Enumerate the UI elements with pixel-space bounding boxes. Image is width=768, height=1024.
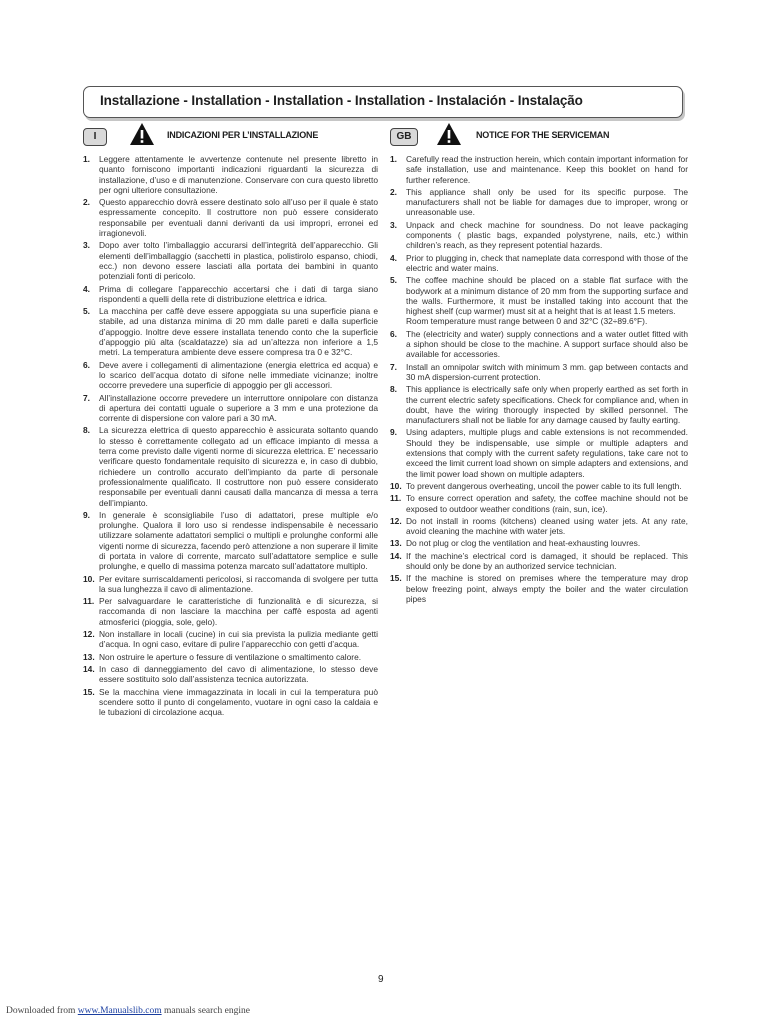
item-number: 9. — [390, 427, 397, 438]
item-text: Carefully read the instruction herein, which contain important information for safe installation, use and maintenance. Keep this booklet on hand for further reference. — [406, 154, 688, 185]
item-text: Prior to plugging in, check that nameplate data correspond with those of the electric and water mains. — [406, 252, 688, 273]
item-text: The (electricity and water) supply connections and a water outlet fitted with a siphon should be close to the machine. A support surface should also be available for accessories. — [406, 328, 688, 360]
item-text: The coffee machine should be placed on a stable flat surface with the bodywork at a minimum distance of 20 mm from the supporting surface and the walls. Furthermore, it must be installed taking into account that the highest shelf (cup warmer) must sit at a height that is at least 1.5 meters. — [406, 275, 688, 317]
item-text: To ensure correct operation and safety, the coffee machine should not be exposed to outdoor weather conditions (rain, sun, ice). — [406, 493, 688, 514]
list-item — [83, 306, 378, 357]
item-number: 5. — [83, 306, 90, 317]
english-section-header — [390, 128, 688, 150]
italian-section-header — [83, 128, 378, 150]
item-text: If the machine’s electrical cord is damaged, it should be replaced. This should only be done by an authorized service technician. — [406, 550, 688, 571]
item-number: 13. — [83, 651, 95, 662]
warning-icon — [129, 122, 155, 146]
item-number: 8. — [83, 425, 90, 436]
list-item — [390, 573, 688, 604]
item-text: If the machine is stored on premises where the temperature may drop below freezing point, always empty the boiler and the water circulation pipes — [406, 573, 688, 604]
footer-prefix: Downloaded from — [6, 1006, 78, 1016]
item-text: This appliance shall only be used for its specific purpose. The manufacturers shall not be liable for damages due to improper, wrong or unreasonable use. — [406, 186, 688, 218]
language-badge-it: I — [83, 128, 107, 146]
list-item — [390, 384, 688, 425]
item-number: 9. — [83, 509, 90, 520]
item-number: 10. — [390, 480, 402, 491]
item-text: Using adapters, multiple plugs and cable extensions is not recommended. Should they be indispensable, use simple or multiple adapters and extensions that comply with the current safety regulations, take care not to exceed the limit current load shown on simple adapters and extensions, and the limit power load shown on multiple adapters. — [406, 427, 688, 479]
list-item — [390, 253, 688, 274]
item-number: 1. — [83, 154, 90, 164]
list-item — [390, 538, 688, 548]
title-box — [83, 86, 683, 118]
item-number: 2. — [390, 186, 397, 197]
english-section — [390, 128, 688, 606]
list-item — [390, 187, 688, 218]
list-item — [83, 154, 378, 195]
italian-section-title: INDICAZIONI PER L’INSTALLAZIONE — [167, 130, 319, 140]
item-text: Non installare in locali (cucine) in cui sia prevista la pulizia mediante getti d’acqua. In ogni caso, evitare di pulire l’apparecchio con getti d’acqua. — [99, 629, 378, 650]
list-item — [83, 425, 378, 507]
item-number: 11. — [390, 493, 402, 504]
list-item — [83, 574, 378, 595]
item-number: 15. — [390, 573, 402, 584]
item-text: Per evitare surriscaldamenti pericolosi, si raccomanda di svolgere per tutta la sua lunghezza il cavo di alimentazione. — [99, 573, 378, 594]
item-number: 6. — [83, 359, 90, 370]
item-number: 15. — [83, 686, 95, 697]
list-item — [83, 360, 378, 391]
italian-list — [83, 154, 378, 717]
list-item — [83, 596, 378, 627]
list-item — [83, 197, 378, 238]
item-text: La macchina per caffè deve essere appoggiata su una superficie piana e stabile, ad una distanza minima di 20 mm dalle pareti e dalla superficie d’appoggio. Inoltre deve essere installata tenendo conto che la superficie d’appoggio più alta (scaldatazze) sia ad un’altezza non inferiore a 1,5 metri. La temperatura ambiente deve essere compresa tra 0 e 32°C. — [99, 306, 378, 358]
item-text: Do not install in rooms (kitchens) cleaned using water jets. At any rate, avoid cleaning the machine with water jets. — [406, 515, 688, 537]
item-number: 1. — [390, 154, 397, 164]
item-number: 3. — [390, 219, 397, 230]
item-number: 12. — [390, 515, 402, 526]
item-text: Questo apparecchio dovrà essere destinato solo all’uso per il quale è stato espressamente concepito. Il costruttore non può essere considerato responsabile per eventuali danni derivanti da usi impropri, erronei ed irragionevoli. — [99, 197, 378, 239]
english-list — [390, 154, 688, 604]
list-item — [390, 362, 688, 383]
language-badge-gb: GB — [390, 128, 418, 146]
item-text: Se la macchina viene immagazzinata in locali in cui la temperatura può scendere sotto il punto di congelamento, vuotare in ogni caso la caldaia e le tubazioni di circolazione acqua. — [99, 686, 378, 718]
item-note: Room temperature must range between 0 and 32°C (32÷89.6°F). — [406, 316, 648, 327]
list-item — [83, 664, 378, 685]
item-number: 11. — [83, 596, 95, 607]
item-number: 2. — [83, 197, 90, 208]
list-item — [83, 240, 378, 281]
item-text: This appliance is electrically safe only when properly earthed as set forth in the current electric safety specifications. Check for compliance and, when in doubt, have the wiring thorougly inspected by skilled personnel. The manufacturers shall not be liable for any damage caused by faulty earting. — [406, 384, 688, 426]
download-footer — [6, 1006, 250, 1016]
item-number: 8. — [390, 384, 397, 395]
item-text: Per salvaguardare le caratteristiche di funzionalità e di sicurezza, si raccomanda di non lasciare la macchina per caffè esposta ad agenti atmosferici (pioggia, sole, gelo). — [99, 596, 378, 627]
list-item — [390, 481, 688, 491]
list-item — [390, 551, 688, 572]
item-text: Leggere attentamente le avvertenze contenute nel presente libretto in quanto forniscono importanti indicazioni riguardanti la sicurezza di installazione, d’uso e di manutenzione. Conservare con cura questo libretto per ogni ulteriore consultazione. — [99, 154, 378, 195]
item-text: La sicurezza elettrica di questo apparecchio è assicurata soltanto quando lo stesso è correttamente collegato ad un efficace impianto di messa a terra come previsto dalle vigenti norme di sicurezza elettrica. E’ necessario verificare questo fondamentale requisito di sicurezza e, in caso di dubbio, richiedere un controllo accurato dell’impianto da parte di personale professionalmente qualificato. Il costruttore non può essere considerato responsabile per eventuali danni causati dalla mancanza di messa a terra dell’impianto. — [99, 425, 378, 508]
item-number: 7. — [83, 392, 90, 403]
list-item — [83, 393, 378, 424]
item-number: 4. — [83, 283, 90, 294]
item-text: Prima di collegare l’apparecchio accertarsi che i dati di targa siano rispondenti a quelli della rete di distribuzione elettrica e idrica. — [99, 283, 378, 304]
item-text: Deve avere i collegamenti di alimentazione (energia elettrica ed acqua) e lo scarico dell’acqua dotato di sifone nelle immediate vicinanze; inoltre occorre prevedere una superficie di appoggio per gli accessori. — [99, 359, 378, 391]
list-item — [390, 154, 688, 185]
list-item — [83, 687, 378, 718]
item-text: All’installazione occorre prevedere un interruttore onnipolare con distanza di apertura dei contatti uguale o superiore a 3 mm e una protezione da corrente di dispersione con valore pari a 30 mA. — [99, 392, 378, 424]
list-item — [390, 329, 688, 360]
list-item — [83, 284, 378, 305]
list-item — [83, 629, 378, 650]
page-number: 9 — [378, 974, 384, 985]
item-number: 7. — [390, 361, 397, 372]
page-title: Installazione - Installation - Installation - Installation - Instalación - Instalação — [100, 93, 583, 108]
footer-suffix: manuals search engine — [161, 1006, 250, 1016]
english-section-title: NOTICE FOR THE SERVICEMAN — [476, 130, 610, 140]
list-item — [390, 427, 688, 478]
item-number: 14. — [83, 663, 95, 674]
list-item — [390, 220, 688, 251]
item-number: 4. — [390, 252, 397, 263]
item-text: To prevent dangerous overheating, uncoil the power cable to its full length. — [406, 480, 682, 491]
item-text: Unpack and check machine for soundness. Do not leave packaging components ( plastic bags, expanded polystyrene, nails, etc.) within children’s reach, as they represent potential hazards. — [406, 219, 688, 251]
item-number: 14. — [390, 550, 402, 561]
manualslib-link[interactable]: www.Manualslib.com — [77, 1006, 162, 1016]
warning-icon — [436, 122, 462, 146]
list-item — [390, 516, 688, 537]
item-number: 3. — [83, 240, 90, 251]
item-number: 5. — [390, 275, 397, 286]
list-item — [83, 652, 378, 662]
item-number: 13. — [390, 538, 402, 549]
list-item — [390, 493, 688, 514]
item-text: Install an omnipolar switch with minimum 3 mm. gap between contacts and 30 mA dispersion-current protection. — [406, 361, 688, 382]
item-text: Dopo aver tolto l’imballaggio accurarsi dell’integrità dell’apparecchio. Gli elementi dell’imballaggio (sacchetti in plastica, polistirolo espanso, chiodi, ecc.) non devono essere lasciati alla portata dei bambini in quanto potenziali fonti di pericolo. — [99, 240, 378, 282]
item-text: Non ostruire le aperture o fessure di ventilazione o smaltimento calore. — [99, 651, 362, 662]
item-number: 12. — [83, 629, 95, 640]
item-number: 10. — [83, 573, 95, 584]
item-number: 6. — [390, 328, 397, 339]
item-text: In caso di danneggiamento del cavo di alimentazione, lo stesso deve essere sostituito solo dall’assistenza tecnica autorizzata. — [99, 663, 378, 685]
list-item — [390, 275, 688, 326]
item-text: In generale è sconsigliabile l’uso di adattatori, prese multiple e/o prolunghe. Qualora il loro uso si rendesse indispensabile è necessario utilizzare solamente adattatori semplici o multipli e prolunghe conformi alle vigenti norme di sicurezza, facendo però attenzione a non superare il limite di portata in valore di corrente, marcato sull’adattatore semplice e sulle prolunghe, e quello di massima potenza marcato sull’adattatore multiplo. — [99, 509, 378, 572]
italian-section — [83, 128, 378, 719]
list-item — [83, 510, 378, 572]
item-text: Do not plug or clog the ventilation and heat-exhausting louvres. — [406, 538, 641, 549]
